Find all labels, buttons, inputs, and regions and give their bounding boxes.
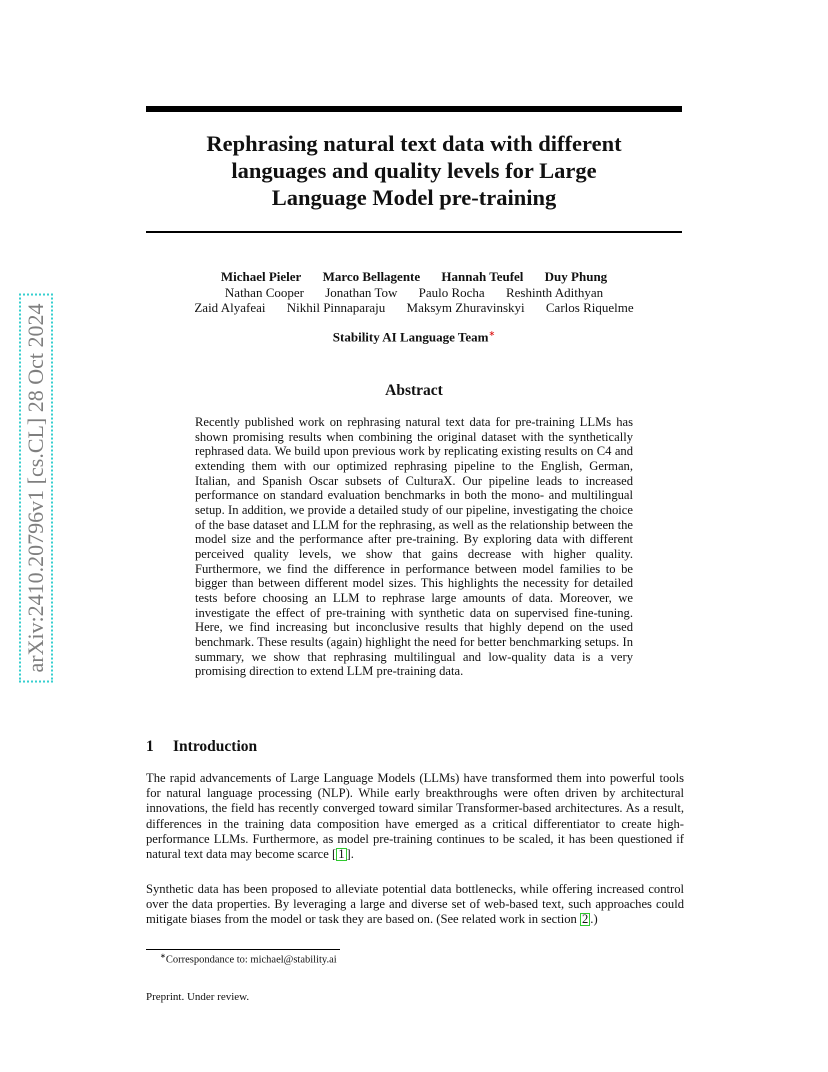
section-ref-link[interactable]: 2 bbox=[582, 912, 589, 927]
title-line: Rephrasing natural text data with different bbox=[206, 131, 622, 156]
intro-paragraph: The rapid advancements of Large Language Models (LLMs) have transformed them into powerful tools for natural language processing (NLP). While early breakthroughs were often driven by architectural innovations, the field has recently converged toward similar Transformer-based architectures. As a result, differences in the training data composition have emerged as a critical differentiator to create high-performance LLMs. Furthermore, as model pre-training continues to be scaled, it has been questioned if natural text data may become scarce [ 1 ]. bbox=[146, 771, 684, 862]
citation-link[interactable]: 1 bbox=[338, 847, 345, 862]
author-name: Nathan Cooper bbox=[224, 284, 304, 300]
team-name: Stability AI Language Team bbox=[332, 329, 489, 345]
abstract-heading: Abstract bbox=[385, 382, 443, 399]
section-title: Introduction bbox=[173, 738, 258, 755]
footnote bbox=[160, 952, 337, 966]
author-name: Hannah Teufel bbox=[441, 269, 524, 284]
author-name: Paulo Rocha bbox=[418, 284, 485, 300]
paragraph-text: The rapid advancements of Large Language Models (LLMs) have transformed them into powerful tools for natural language processing (NLP). While early breakthroughs were often driven by architectural innovations, the field has recently converged toward similar Transformer-based architectures. As a result, differences in the training data composition have emerged as a critical differentiator to create high-performance LLMs. Furthermore, as model pre-training continues to be scaled, it has been questioned if natural text data may become scarce bbox=[146, 771, 684, 862]
author-name: Zaid Alyafeai bbox=[194, 300, 266, 315]
author-name: Michael Pieler bbox=[220, 269, 302, 284]
footnote-text: Correspondance to: michael@stability.ai bbox=[165, 954, 337, 966]
author-name: Nikhil Pinnaparaju bbox=[286, 300, 386, 315]
author-name: Jonathan Tow bbox=[325, 284, 398, 300]
author-name: Reshinth Adithyan bbox=[505, 284, 604, 300]
author-row bbox=[146, 300, 682, 316]
title-bottom-rule bbox=[146, 231, 682, 233]
author-name: Duy Phung bbox=[544, 269, 608, 284]
title-line: Language Model pre-training bbox=[271, 185, 557, 210]
arxiv-identifier-link[interactable]: arXiv:2410.20796v1 [cs.CL] 28 Oct 2024 bbox=[19, 293, 53, 682]
affiliation bbox=[146, 329, 682, 345]
author-row bbox=[146, 285, 682, 301]
intro-paragraph bbox=[146, 882, 684, 928]
footnote-marker-link[interactable]: ∗ bbox=[488, 329, 496, 338]
title-top-rule bbox=[146, 106, 682, 112]
section-number: 1 bbox=[146, 738, 154, 755]
footnote-rule bbox=[146, 949, 340, 950]
paragraph-tail: .) bbox=[590, 912, 598, 927]
author-name: Marco Bellagente bbox=[322, 269, 421, 284]
author-name: Maksym Zhuravinskyi bbox=[406, 300, 525, 315]
abstract-body: Recently published work on rephrasing natural text data for pre-training LLMs has shown promising results when combining the original dataset with the synthetically rephrased data. We build upon previous work by replicating existing results on C4 and extending them with our optimized rephrasing pipeline to the English, German, Italian, and Spanish Oscar subsets of CulturaX. Our pipeline leads to increased performance on standard evaluation benchmarks in both the mono- and multilingual setup. In addition, we provide a detailed study of our pipeline, investigating the choice of the base dataset and LLM for the rephrasing, as well as the relationship between the model size and the performance after pre-training. By exploring data with different perceived quality levels, we show that gains decrease with higher quality. Furthermore, we find the difference in performance between model families to be bigger than between different model sizes. This highlights the necessity for detailed tests before choosing an LLM to rephrase large amounts of data. Moreover, we investigate the effect of pre-training with synthetic data on supervised fine-tuning. Here, we find increasing but inconclusive results that highly depend on the used benchmark. These results (again) highlight the need for better benchmarking setups. In summary, we show that rephrasing multilingual and low-quality data is a very promising direction to extend LLM pre-training data. bbox=[195, 415, 633, 679]
section-heading bbox=[146, 738, 682, 756]
paragraph-tail: . bbox=[350, 847, 354, 862]
author-list bbox=[146, 269, 682, 316]
footnote-mark: ∗ bbox=[160, 952, 166, 960]
author-row bbox=[146, 269, 682, 285]
author-name: Carlos Riquelme bbox=[545, 300, 634, 315]
paper-title bbox=[146, 130, 682, 211]
title-line: languages and quality levels for Large bbox=[231, 158, 597, 183]
paragraph-text: Synthetic data has been proposed to alleviate potential data bottlenecks, while offering increased control over the data properties. By leveraging a large and diverse set of web-based text, such approaches could mitigate biases from the model or task they are based on. (See related work in section bbox=[146, 882, 684, 927]
preprint-notice: Preprint. Under review. bbox=[146, 991, 250, 1003]
